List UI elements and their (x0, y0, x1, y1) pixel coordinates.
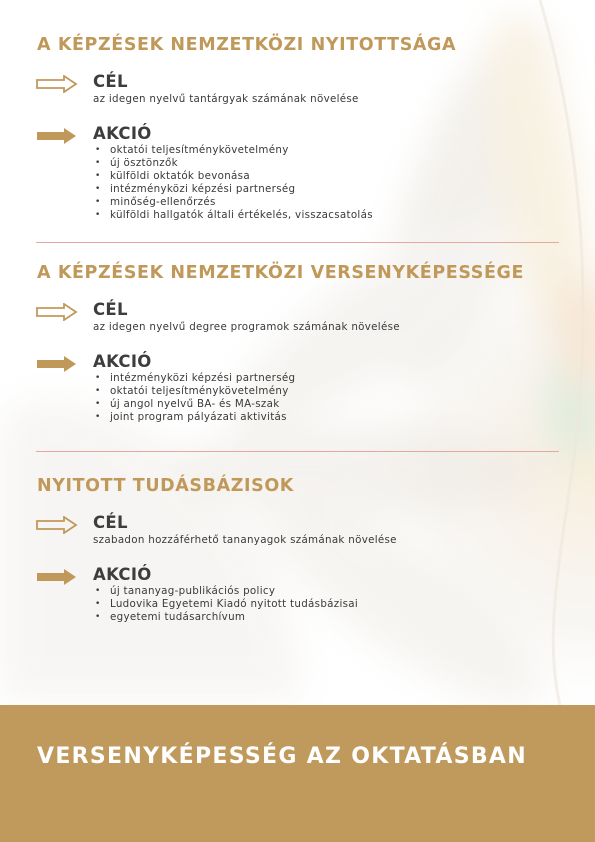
list-item: • Ludovika Egyetemi Kiadó nyitott tudásbázisai (93, 598, 358, 611)
list-item: • intézményközi képzési partnerség (93, 372, 295, 385)
footer-title: VERSENYKÉPESSÉG AZ OKTATÁSBAN (37, 744, 527, 769)
goal-text: az idegen nyelvű tantárgyak számának növelése (93, 93, 359, 105)
filled-arrow-icon (36, 127, 78, 145)
list-item: • külföldi hallgatók általi értékelés, visszacsatolás (93, 209, 373, 222)
section-divider (36, 242, 559, 243)
action-label: AKCIÓ (93, 124, 152, 143)
goal-label: CÉL (93, 513, 128, 532)
list-item: • külföldi oktatók bevonása (93, 170, 373, 183)
action-list (93, 372, 295, 424)
filled-arrow-icon (36, 568, 78, 586)
action-list (93, 144, 373, 222)
list-item: • joint program pályázati aktivitás (93, 411, 295, 424)
list-item: • intézményközi képzési partnerség (93, 183, 373, 196)
action-label: AKCIÓ (93, 352, 152, 371)
footer-banner (0, 705, 595, 842)
section-title: A KÉPZÉSEK NEMZETKÖZI NYITOTTSÁGA (37, 35, 457, 55)
list-item: • minőség-ellenőrzés (93, 196, 373, 209)
list-item: • új ösztönzők (93, 157, 373, 170)
section-title: A KÉPZÉSEK NEMZETKÖZI VERSENYKÉPESSÉGE (37, 263, 525, 283)
goal-label: CÉL (93, 300, 128, 319)
action-label: AKCIÓ (93, 565, 152, 584)
filled-arrow-icon (36, 355, 78, 373)
outline-arrow-icon (36, 516, 78, 534)
goal-text: az idegen nyelvű degree programok számának növelése (93, 321, 400, 333)
section-title: NYITOTT TUDÁSBÁZISOK (37, 476, 294, 496)
outline-arrow-icon (36, 75, 78, 93)
list-item: • új tananyag-publikációs policy (93, 585, 358, 598)
list-item: • új angol nyelvű BA- és MA-szak (93, 398, 295, 411)
goal-text: szabadon hozzáférhető tananyagok számának növelése (93, 534, 397, 546)
section-divider (36, 451, 559, 452)
outline-arrow-icon (36, 303, 78, 321)
list-item: • oktatói teljesítménykövetelmény (93, 144, 373, 157)
list-item: • oktatói teljesítménykövetelmény (93, 385, 295, 398)
action-list (93, 585, 358, 624)
list-item: • egyetemi tudásarchívum (93, 611, 358, 624)
goal-label: CÉL (93, 72, 128, 91)
